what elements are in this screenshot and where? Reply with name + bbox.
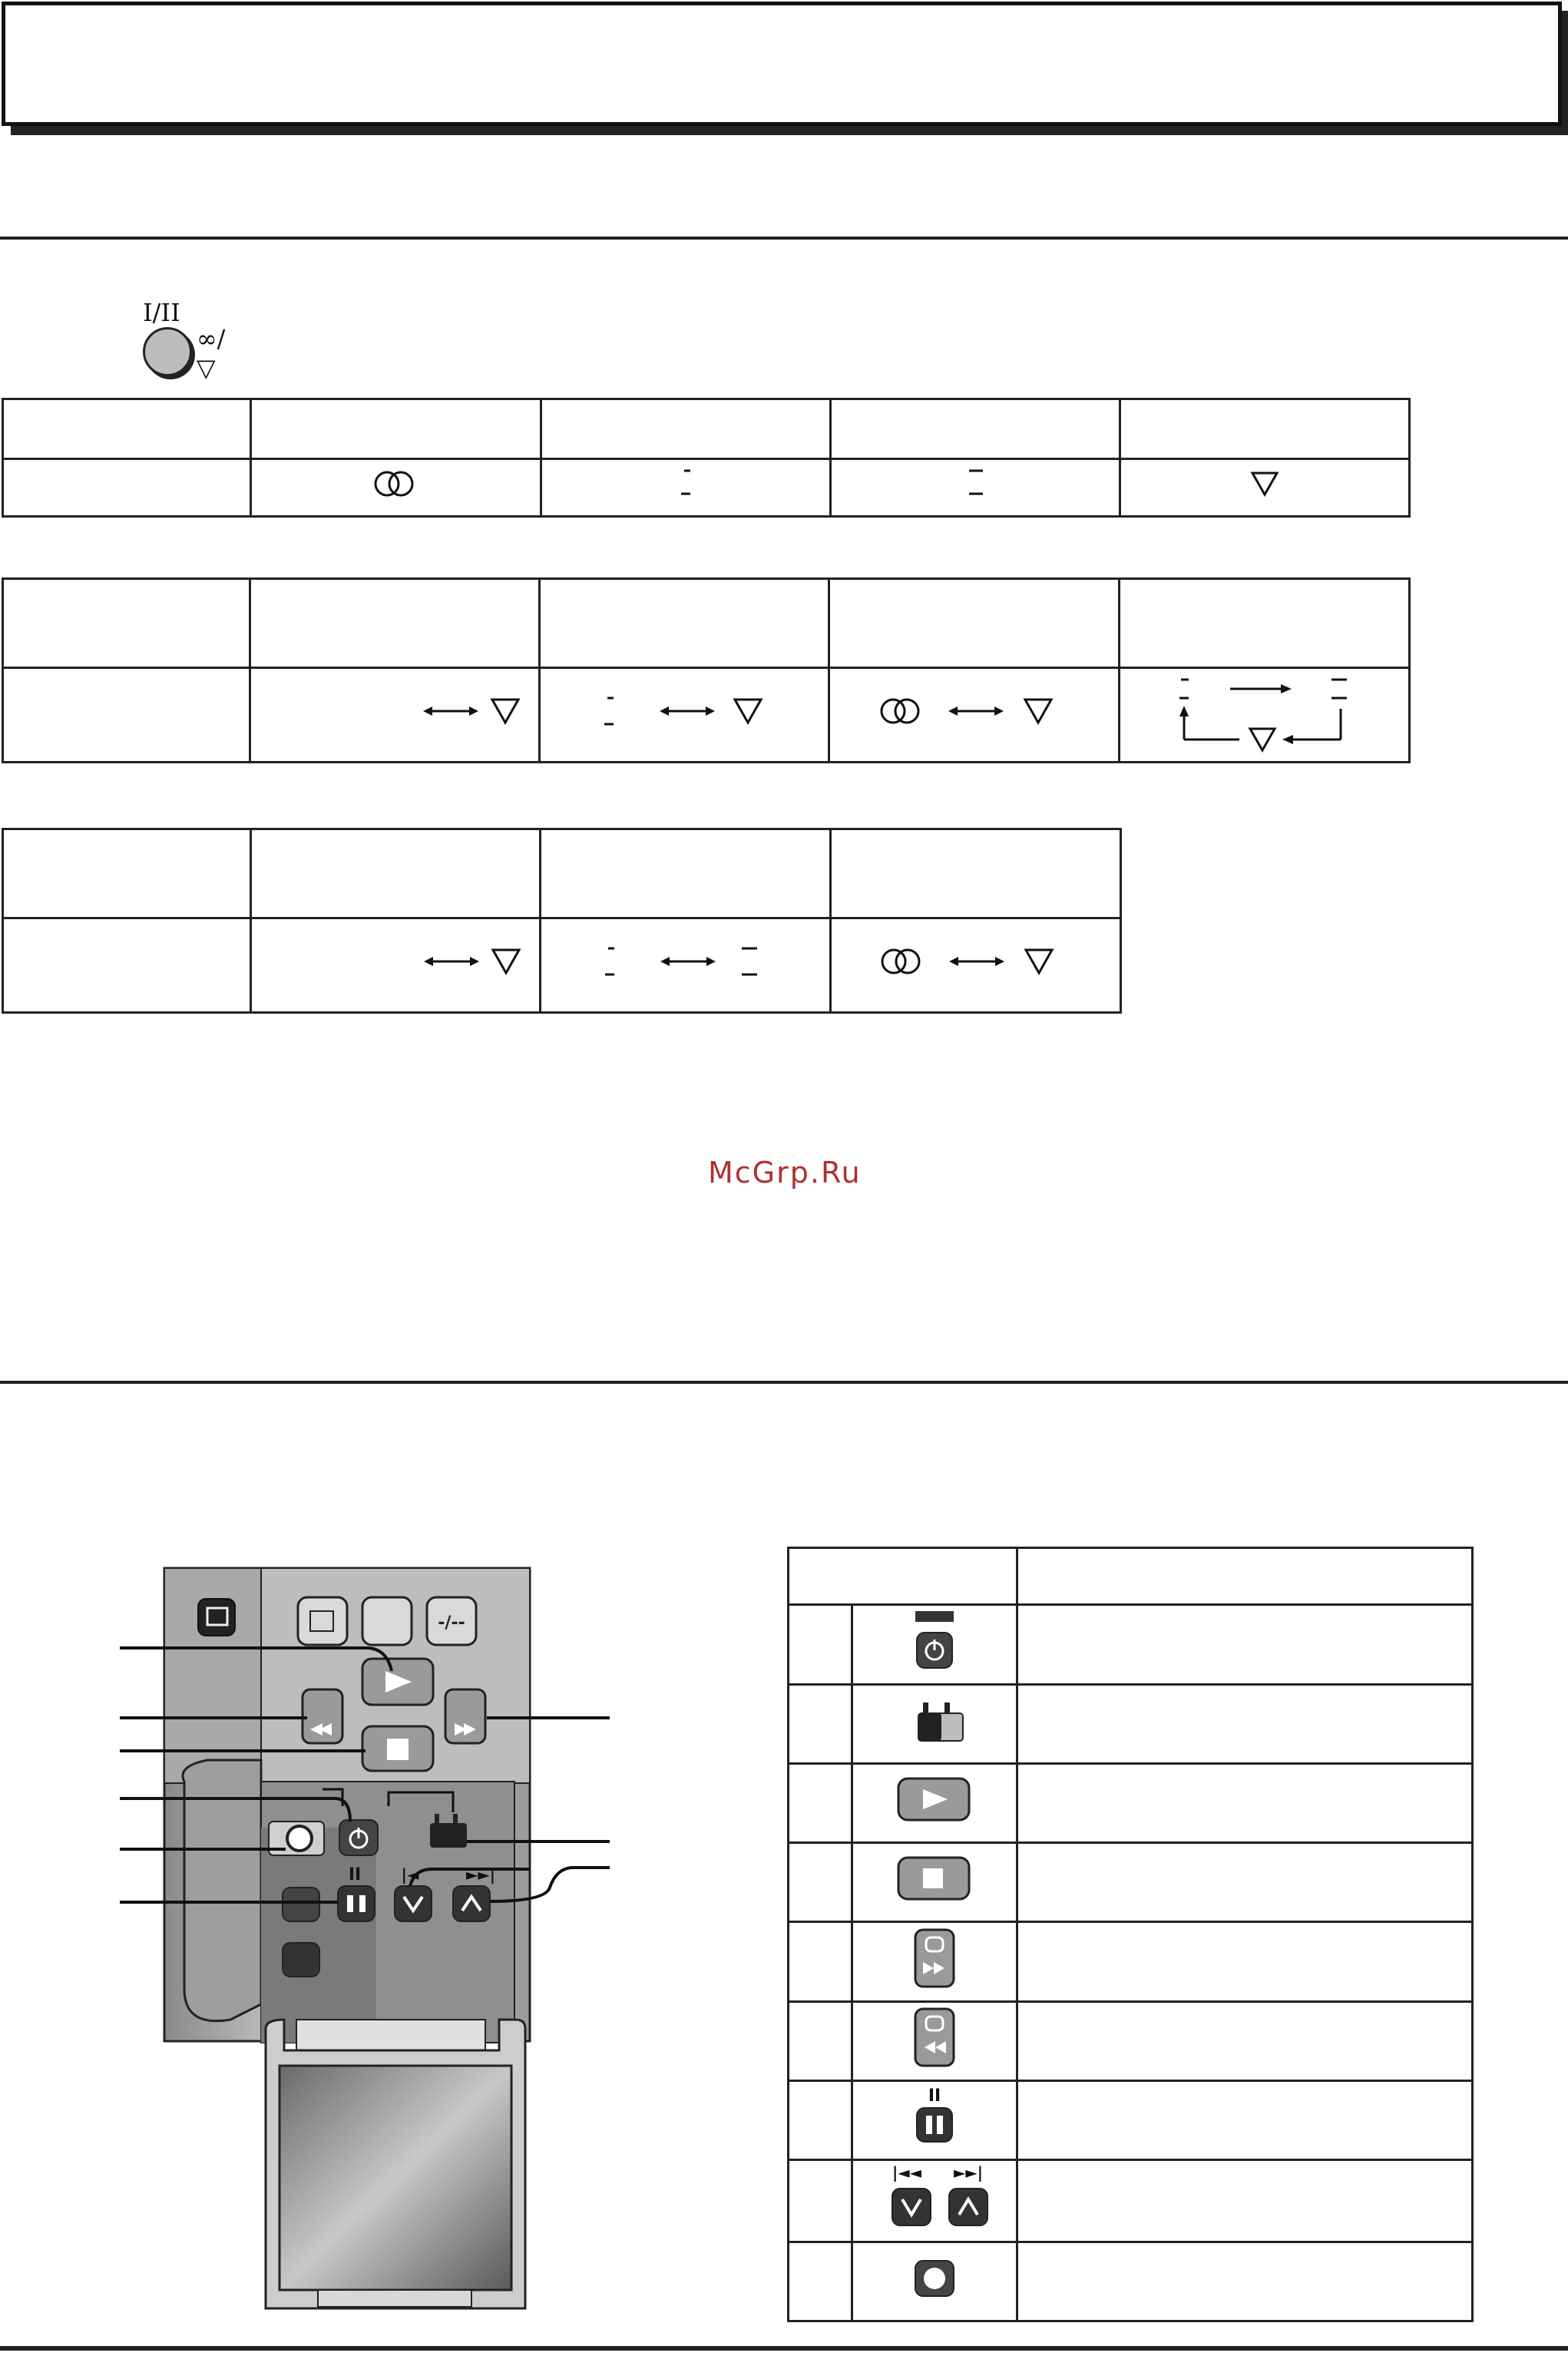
record-icon [908, 2255, 961, 2301]
legend-icon-cell [852, 1605, 1017, 1684]
blank-dark-button[interactable] [283, 1888, 319, 1921]
table3-sequence-cell [250, 918, 540, 1013]
table3-header-cell [250, 829, 540, 918]
legend-icon-cell [852, 1684, 1017, 1763]
fast-forward-button[interactable] [445, 1689, 485, 1743]
legend-icon-cell [852, 2001, 1017, 2080]
stereo-symbol-cell [251, 459, 541, 517]
table2-header-cell [1120, 579, 1410, 668]
table2-cycle-cell [1120, 668, 1410, 763]
cycle-sequence-icon [1169, 669, 1361, 753]
svg-text:II: II [348, 1865, 362, 1884]
table1-cell [830, 399, 1120, 459]
table2-sequence-cell [250, 668, 539, 763]
legend-number-cell [789, 2242, 852, 2321]
table3-sequence-cell [830, 918, 1120, 1013]
legend-header-cell [1017, 1548, 1473, 1605]
table3-header-cell [540, 829, 830, 918]
sound-mode-table-1 [2, 398, 1411, 518]
legend-number-cell [789, 1605, 852, 1684]
toggle-sequence-icon [875, 942, 1075, 981]
blank-button[interactable] [362, 1597, 412, 1645]
legend-desc-cell [1017, 1684, 1473, 1763]
legend-number-cell [789, 1843, 852, 1922]
table1-cell [3, 459, 251, 517]
sound-button-side-label: ∞/▽ [197, 324, 226, 382]
sound-mode-table-3 [2, 828, 1122, 1014]
table3-header-cell [830, 829, 1120, 918]
mono-1-symbol-cell [541, 459, 830, 517]
svg-text:►►|: ►►| [465, 1865, 496, 1884]
legend-desc-cell [1017, 2242, 1473, 2321]
svg-text:|◄◄: |◄◄ [892, 2163, 922, 2182]
legend-desc-cell [1017, 2081, 1473, 2160]
remote-legend-table [787, 1547, 1474, 2322]
legend-icon-cell [852, 2081, 1017, 2160]
mode-switch-icon [900, 1693, 969, 1747]
table3-cell [3, 918, 251, 1013]
sound-mode-table-2 [2, 577, 1411, 763]
mono-triangle-icon [1248, 468, 1282, 499]
play-icon [892, 1774, 977, 1825]
legend-icon-cell [852, 1922, 1017, 2001]
legend-number-cell [789, 2001, 852, 2080]
toggle-sequence-icon [593, 942, 777, 981]
section-rule-bottom [0, 2346, 1568, 2351]
table2-sequence-cell [829, 668, 1120, 763]
channel-two-icon [960, 465, 991, 503]
power-icon [900, 1608, 969, 1674]
stereo-icon [369, 468, 422, 499]
toggle-sequence-icon [420, 692, 528, 730]
teletext-button[interactable] [198, 1599, 235, 1636]
legend-number-cell [789, 1922, 852, 2001]
channel-one-icon [670, 465, 701, 503]
mono-2-symbol-cell [830, 459, 1120, 517]
legend-header-cell [789, 1548, 1017, 1605]
remote-control-illustration [115, 1559, 614, 2319]
legend-number-cell [789, 1763, 852, 1842]
table3-header-cell [3, 829, 251, 918]
section-rule-middle [0, 1381, 1568, 1384]
rewind-icon [908, 2004, 961, 2070]
legend-desc-cell [1017, 1605, 1473, 1684]
skip-back-button[interactable] [395, 1886, 432, 1921]
legend-desc-cell [1017, 1922, 1473, 2001]
svg-text:|◄: |◄ [401, 1865, 419, 1884]
table1-cell [251, 399, 541, 459]
page-header-box [2, 2, 1562, 126]
legend-desc-cell [1017, 2160, 1473, 2242]
legend-icon-cell [852, 2242, 1017, 2321]
stop-icon [892, 1853, 977, 1904]
pause-icon [908, 2105, 961, 2145]
mono-symbol-cell [1120, 459, 1409, 517]
mode-switch[interactable] [430, 1823, 467, 1848]
table1-cell [541, 399, 830, 459]
legend-desc-cell [1017, 1763, 1473, 1842]
watermark-text: McGrp.Ru [708, 1156, 862, 1190]
sound-mode-button[interactable] [143, 327, 192, 376]
skip-forward-button[interactable] [453, 1886, 490, 1921]
tv-button[interactable] [298, 1597, 347, 1645]
legend-desc-cell [1017, 1843, 1473, 1922]
pause-label: II [928, 2086, 941, 2106]
sound-button-top-label: I/II [143, 298, 180, 327]
toggle-sequence-icon [421, 942, 528, 981]
legend-number-cell [789, 2081, 852, 2160]
table2-header-cell [539, 579, 829, 668]
fast-forward-icon [908, 1925, 961, 1991]
record-button[interactable] [287, 1826, 312, 1851]
section-rule-top [0, 237, 1568, 240]
table2-sequence-cell [539, 668, 829, 763]
table1-cell [3, 399, 251, 459]
legend-icon-cell [852, 2160, 1017, 2242]
table1-cell [1120, 399, 1409, 459]
skip-back-forward-icon [869, 2162, 1000, 2232]
legend-number-cell [789, 2160, 852, 2242]
table2-cell [3, 668, 250, 763]
pause-button[interactable] [338, 1886, 375, 1921]
table2-header-cell [250, 579, 539, 668]
blank-dark-button[interactable] [283, 1943, 319, 1977]
legend-icon-cell [852, 1843, 1017, 1922]
table3-sequence-cell [540, 918, 830, 1013]
legend-icon-cell [852, 1763, 1017, 1842]
legend-number-cell [789, 1684, 852, 1763]
svg-text:-/--: -/-- [438, 1613, 465, 1633]
table2-header-cell [3, 579, 250, 668]
table2-header-cell [829, 579, 1120, 668]
toggle-sequence-icon [875, 692, 1074, 730]
legend-desc-cell [1017, 2001, 1473, 2080]
svg-text:►►|: ►►| [954, 2163, 984, 2182]
toggle-sequence-icon [592, 692, 776, 730]
